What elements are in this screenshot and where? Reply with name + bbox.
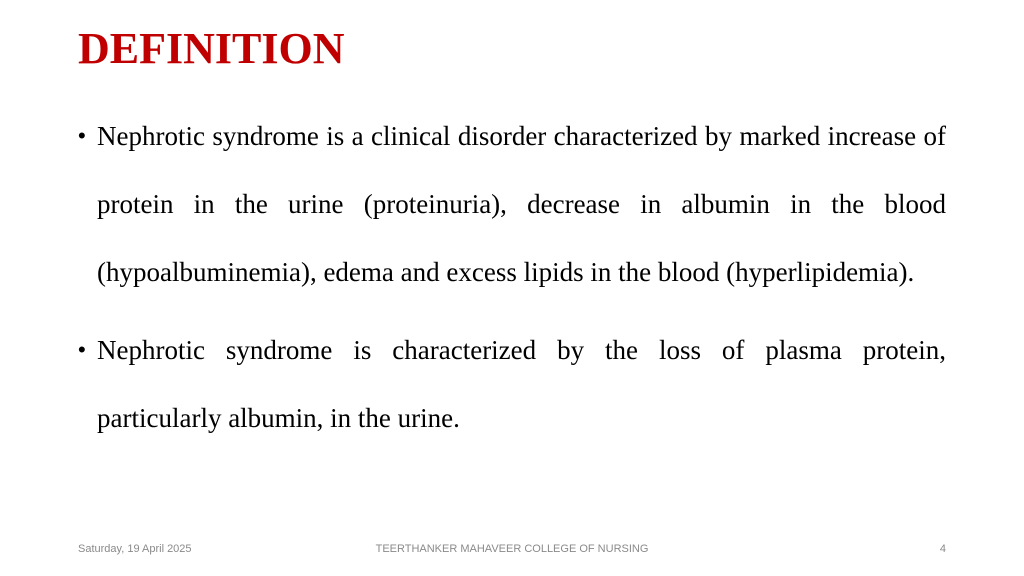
bullet-item: [78, 102, 946, 306]
bullet-item: [78, 316, 946, 452]
bullet-list: [78, 102, 946, 452]
bullet-dot-icon: •: [78, 123, 86, 148]
footer-page-number: 4: [939, 543, 946, 555]
bullet-text: Nephrotic syndrome is a clinical disorder characterized by marked increase of protein in the urine (proteinuria), decrease in albumin in the blood (hypoalbuminemia), edema and excess lipids in the blood (hyperlipidemia).: [97, 121, 946, 287]
bullet-text: Nephrotic syndrome is characterized by the loss of plasma protein, particularly albumin, in the urine.: [97, 335, 946, 433]
footer-date: Saturday, 19 April 2025: [78, 543, 192, 555]
bullet-dot-icon: •: [78, 337, 86, 362]
slide-title: DEFINITION: [78, 24, 345, 73]
footer-organization: TEERTHANKER MAHAVEER COLLEGE OF NURSING: [375, 543, 649, 555]
